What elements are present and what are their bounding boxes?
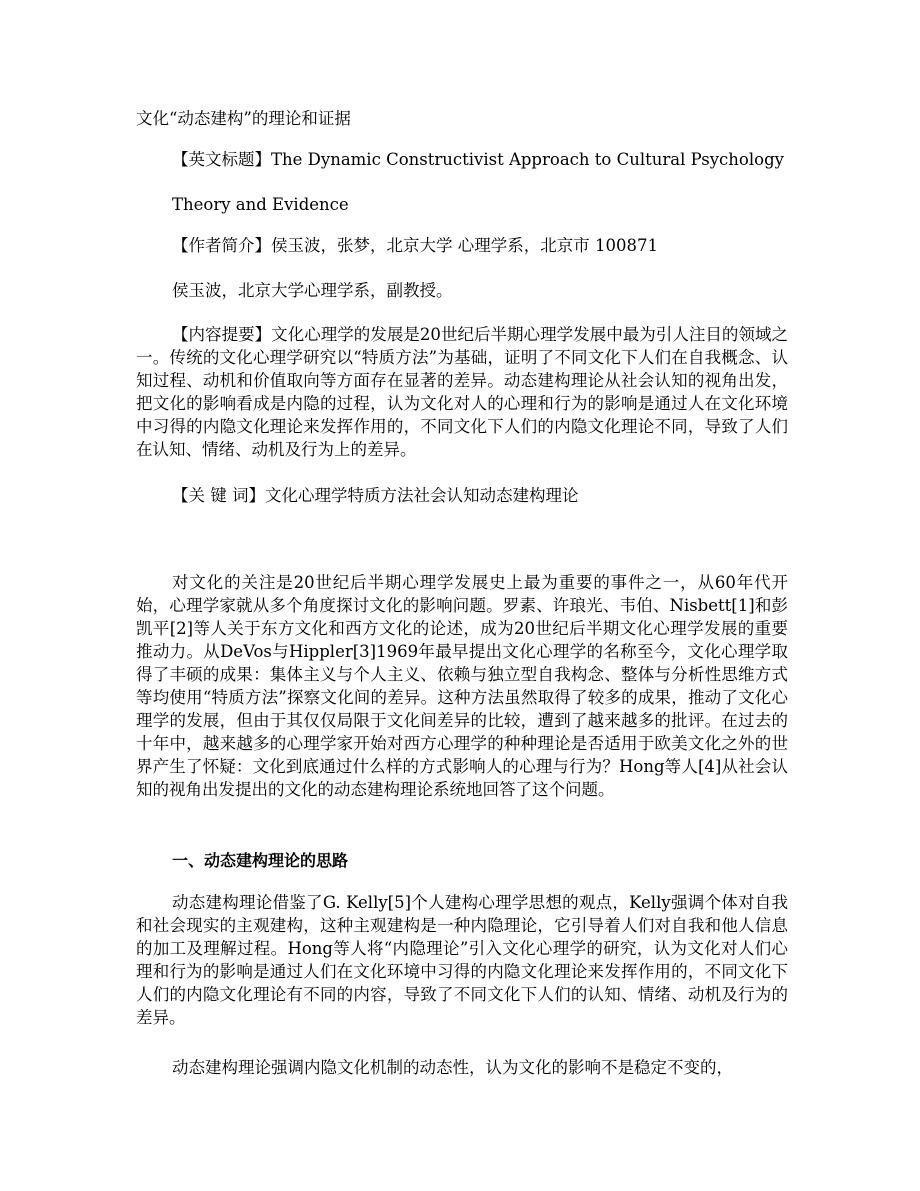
- english-title-text: The Dynamic Constructivist Approach to Cultural Psychology: [271, 150, 784, 169]
- section-heading-1: 一、动态建构理论的思路: [172, 851, 349, 870]
- keywords-label: 【关 键 词】: [172, 486, 265, 505]
- body-paragraph-2: 动态建构理论借鉴了G. Kelly[5]个人建构心理学思想的观点，Kelly强调个体对自我和社会现实的主观建构，这种主观建构是一种内隐理论，它引导着人们对自我和他人信息的加工及理解过程。Hong等人将“内隐理论”引入文化心理学的研究，认为文化对人们心理和行为的影响是通过人们在文化环境中习得的内隐文化理论来发挥作用的，不同文化下人们的内隐文化理论有不同的内容，导致了不同文化下人们的认知、情绪、动机及行为的差异。: [136, 893, 788, 1027]
- article-title: 文化“动态建构”的理论和证据: [136, 109, 351, 128]
- abstract-text: 文化心理学的发展是20世纪后半期心理学发展中最为引人注目的领域之一。传统的文化心理学研究以“特质方法”为基础，证明了不同文化下人们在自我概念、认知过程、动机和价值取向等方面存在显著的差异。动态建构理论从社会认知的视角出发，把文化的影响看成是内隐的过程，认为文化对人的心理和行为的影响是通过人在文化环境中习得的内隐文化理论来发挥作用的，不同文化下人们的内隐文化理论不同，导致了人们在认知、情绪、动机及行为上的差异。: [136, 325, 789, 459]
- author-intro-label: 【作者简介】: [172, 236, 271, 255]
- english-title-row: [172, 150, 824, 170]
- body-paragraph-1: 对文化的关注是20世纪后半期心理学发展史上最为重要的事件之一，从60年代开始，心理学家就从多个角度探讨文化的影响问题。罗素、许琅光、韦伯、Nisbett[1]和彭凯平[2]等人关于东方文化和西方文化的论述，成为20世纪后半期文化心理学发展的重要推动力。从DeVos与Hippler[3]1969年最早提出文化心理学的名称至今，文化心理学取得了丰硕的成果：集体主义与个人主义、依赖与独立型自我构念、整体与分析性思维方式等均使用“特质方法”探察文化间的差异。这种方法虽然取得了较多的成果，推动了文化心理学的发展，但由于其仅仅局限于文化间差异的比较，遭到了越来越多的批评。在过去的十年中，越来越多的心理学家开始对西方心理学的种种理论是否适用于欧美文化之外的世界产生了怀疑：文化到底通过什么样的方式影响人的心理与行为？Hong等人[4]从社会认知的视角出发提出的文化的动态建构理论系统地回答了这个问题。: [136, 573, 788, 799]
- author-title: 侯玉波，北京大学心理学系，副教授。: [172, 281, 453, 300]
- author-intro-text: 侯玉波，张梦，北京大学 心理学系，北京市 100871: [271, 236, 658, 255]
- abstract-paragraph: [136, 323, 788, 461]
- english-title-label: 【英文标题】: [172, 150, 271, 169]
- english-title-continued: Theory and Evidence: [172, 195, 349, 214]
- keywords-row: [172, 486, 824, 506]
- author-intro-row: [172, 236, 824, 256]
- abstract-label: 【内容提要】: [172, 325, 272, 344]
- body-paragraph-3: 动态建构理论强调内隐文化机制的动态性，认为文化的影响不是稳定不变的，: [172, 1058, 733, 1077]
- keywords-text: 文化心理学特质方法社会认知动态建构理论: [265, 486, 579, 505]
